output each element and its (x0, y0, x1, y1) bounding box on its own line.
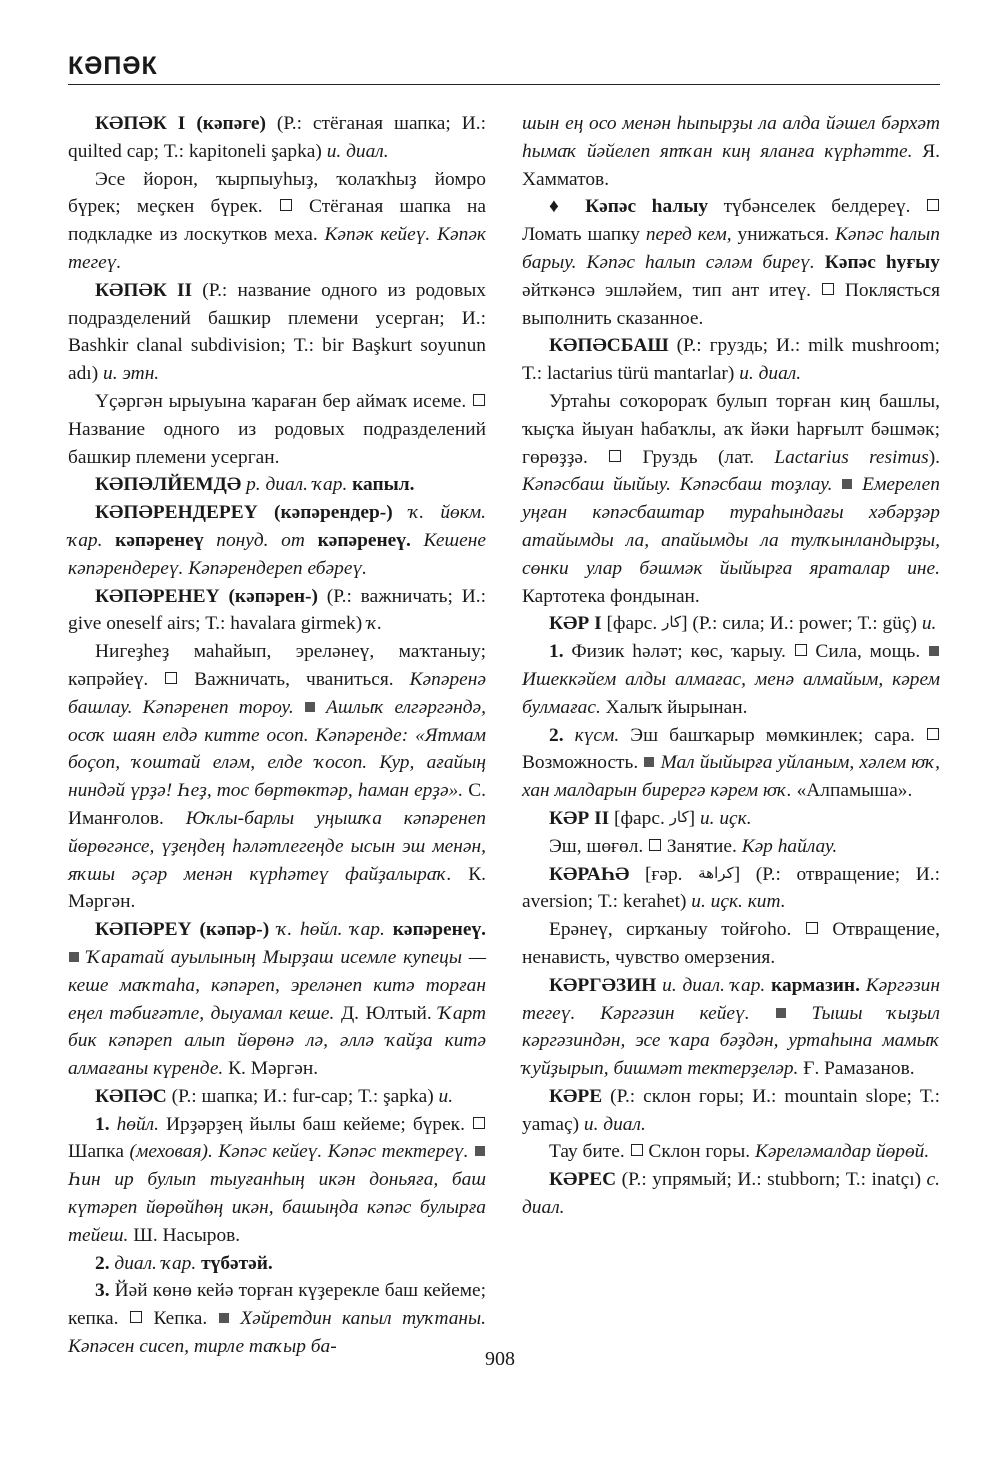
italic-text: и. иҫк. (699, 807, 752, 829)
translation-marker-icon (927, 728, 939, 740)
dictionary-paragraph (68, 1083, 486, 1111)
body-text: Название одного из родовых подразделений башкир племени усерган. (68, 418, 486, 468)
body-text (110, 1114, 117, 1135)
headword: КӘПӘЛЙЕМДӘ (95, 474, 242, 496)
body-text: Важничать, чваниться. (178, 668, 410, 690)
dictionary-paragraph (522, 1166, 940, 1222)
italic-text: Емерелеп уңған кәпәсбаштар тураһындағы хәбәрҙәр атайымды ла, апайымды ла тулҡынландырҙы, сөнки улар бәшмәк йыйырға яраталар ине. (522, 474, 940, 579)
translation-marker-icon (795, 644, 807, 656)
dictionary-paragraph (522, 722, 940, 805)
dictionary-paragraph (522, 388, 940, 610)
dictionary-paragraph (68, 1111, 486, 1250)
body-text (832, 474, 841, 495)
italic-text: Ҡаратай ауылының Мырҙаш исемле купецы — кеше маҡтаһа, кәпәреп, эреләнеп китә торған еңел тәбиғәтле, дыуамал кеше. (68, 946, 486, 1024)
dictionary-paragraph (68, 471, 486, 499)
body-text: «Алпамыша». (791, 780, 913, 802)
body-text: (Р.: склон горы; И.: mountain slope; Т.: yamaç) (522, 1085, 940, 1135)
italic-text: и. диал. (583, 1113, 646, 1135)
body-text: Отвращение, ненависть, чувство омерзения. (522, 919, 940, 968)
arabic-etymon: كار (662, 615, 682, 632)
headword: КӘПӘСБАШ (549, 335, 669, 357)
dictionary-paragraph (68, 110, 486, 166)
italic-text: Хәйретдин капыл туҡтаны. Кәпәсен сисеп, тирле таҡыр ба- (68, 1308, 486, 1358)
body-text: Стёганая шапка на подкладке из лоскутков меха. (68, 196, 487, 246)
body-text: (Р.: стёганая шапка; И.: quilted cap; Т.: kapitoneli şapka) (68, 113, 486, 162)
body-text (305, 530, 318, 551)
body-text: Тау бите. (549, 1141, 630, 1163)
dictionary-paragraph (522, 1138, 940, 1166)
translation-marker-icon (822, 283, 834, 295)
translation-marker-icon (649, 839, 661, 851)
headword: КӘРАҺӘ (549, 863, 630, 885)
italic-text: (меховая). Кәпәс кейеү. Кәпәс тектереү. (129, 1141, 469, 1163)
example-marker-icon (842, 479, 852, 489)
dictionary-paragraph (68, 388, 486, 471)
page-number: 908 (485, 1348, 515, 1370)
italic-text: и. диал. ҡар. (662, 974, 766, 996)
italic-text: и. иҫк. кит. (691, 891, 786, 913)
italic-text: ҡ. йөкм. ҡар. (68, 502, 487, 551)
italic-text: Кәпәс һалып барыу. Кәпәс һалып сәләм биреү. (522, 224, 941, 273)
italic-text: Кәпәренә башлау. Кәпәренеп тороу. (68, 668, 486, 718)
body-text (102, 530, 115, 551)
headword: КӘРЕС (549, 1169, 617, 1191)
body-text: Нигеҙһеҙ маһайып, эреләнеү, маҡтаныу; кәпрәйеү. (68, 641, 486, 690)
translation-marker-icon (280, 199, 292, 211)
dictionary-paragraph (68, 499, 486, 582)
body-text: Д. Юлтый. (334, 1002, 439, 1024)
body-text: К. Мәргән. (68, 863, 486, 913)
dictionary-paragraph (522, 972, 940, 1083)
body-text (468, 1141, 474, 1162)
dictionary-paragraph (522, 610, 940, 638)
translation-marker-icon (130, 1311, 142, 1323)
body-text: унижаться. (731, 224, 836, 246)
italic-text: күсм. (574, 724, 620, 746)
italic-text: и. (921, 613, 937, 635)
body-text: ). (928, 446, 940, 468)
dictionary-paragraph (68, 638, 486, 916)
body-text (230, 1308, 241, 1329)
body-text: (Р.: важничать; И.: give oneself airs; Т.: havalara girmek) (68, 585, 486, 635)
dictionary-paragraph (68, 1250, 486, 1278)
dictionary-paragraph (522, 916, 940, 972)
body-text: Ломать шапку (522, 224, 646, 246)
translation-marker-icon (806, 922, 818, 934)
body-text: Ирҙәрҙең йылы баш кейеме; бүрек. (158, 1113, 472, 1135)
body-text: ♦ (549, 196, 586, 218)
headword: КӘРЕ (549, 1085, 603, 1107)
example-marker-icon (929, 646, 939, 656)
body-text: Шапка (68, 1141, 130, 1163)
body-text: Сила, мощь. (807, 641, 928, 663)
body-text: Йәй көнө кейә торған күҙерекле баш кейеме; кепка. (68, 1280, 486, 1330)
body-text: К. Мәргән. (223, 1058, 319, 1080)
italic-text: перед кем, (645, 224, 732, 246)
dictionary-paragraph (68, 277, 486, 388)
body-text: Груздь (лат. (622, 446, 775, 468)
headword: Кәпәс һалыу (585, 196, 709, 218)
body-text: Ш. Насыров. (128, 1224, 241, 1246)
body-text: Халыҡ йырынан. (600, 696, 748, 718)
translation-marker-icon (165, 672, 177, 684)
example-marker-icon (305, 702, 315, 712)
headword: кәпәренеү. (392, 919, 486, 941)
headword: кәпәренеү (115, 529, 204, 551)
italic-text: Кешене кәпәрендереү. Кәпәрендереп ебәреү. (68, 529, 487, 579)
example-marker-icon (776, 1008, 786, 1018)
body-text (411, 530, 424, 551)
arabic-etymon: كراهة (698, 865, 734, 882)
headword: КӘПӘК I (кәпәге) (95, 113, 266, 134)
italic-text: ҡ. (367, 613, 383, 635)
italic-text: Кәр һайлау. (741, 835, 838, 857)
example-marker-icon (475, 1146, 485, 1156)
dictionary-paragraph (522, 833, 940, 861)
italic-text: шын ең осо менән һыпырҙы ла алда йәшел бәрхәт һымаҡ йәйелеп ятҡан киң яланға күрһәтте. (522, 113, 940, 162)
italic-text: Кәреләмалдар йөрөй. (754, 1141, 930, 1163)
body-text (316, 697, 326, 718)
body-text: әйткәнсә эшләйем, тип ант итеү. (522, 279, 821, 301)
body-text (385, 919, 393, 940)
body-text: С. Иманғолов. (68, 780, 486, 829)
right-column (522, 110, 940, 1222)
italic-text: и. этн. (103, 363, 160, 385)
running-head: КӘПӘК (68, 52, 158, 80)
dictionary-paragraph (522, 861, 940, 917)
body-text: (Р.: название одного из родовых подразделений башкир племени усерган; И.: Bashkir clanal subdivision; Т.: bir Başkurt soyunun adı) (68, 279, 486, 385)
italic-text: Кәргәзин тегеү. Кәргәзин кейеү. (522, 974, 940, 1024)
body-text (853, 474, 862, 495)
italic-text: и. диал. (326, 140, 389, 162)
body-text: Картотека фондынан. (522, 585, 700, 607)
body-text (393, 502, 409, 523)
body-text: Эсе йорон, ҡырпыуһыҙ, ҡолаҡһыҙ йомро бүрек; меҫкен бүрек. (68, 168, 486, 218)
italic-text: Ишеккәйем алды алмағас, менә алмайым, кәрем булмағас. (522, 668, 940, 718)
body-text (269, 919, 277, 940)
body-text: Эш, шөғөл. (549, 835, 649, 857)
dictionary-paragraph (522, 110, 940, 193)
headword: түбәтәй. (201, 1252, 273, 1274)
headword: Кәпәс һуғыу (824, 251, 941, 273)
italic-text: и. диал. (739, 363, 802, 385)
body-text: Ғ. Рамазанов. (798, 1058, 915, 1080)
left-column (68, 110, 486, 1361)
dictionary-paragraph (522, 805, 940, 833)
body-text: Склон горы. (643, 1141, 755, 1163)
italic-text: Тышы ҡыҙыл кәргәзиндән, эсе ҡара бәҙдән, уртаһына мамыҡ ҡуйҙырып, бишмәт тектерҙеләр. (522, 1002, 940, 1080)
body-text (750, 1003, 775, 1024)
italic-text: Кәпәк кейеү. Кәпәк тегеү. (68, 224, 486, 273)
body-text: Ерәнеү, сирҡаныу тойғоһо. (549, 919, 805, 941)
body-text: Я. Хамматов. (522, 140, 940, 190)
body-text: ] (688, 807, 700, 829)
body-text: [ғәр. (629, 863, 699, 885)
body-text: [фарс. (601, 613, 663, 635)
italic-text: Ашлыҡ елгәргәндә, осоҡ шаян елдә китте осоп. Кәпәренде: «Ятмам боҫоп, ҡоштай еләм, елде ҡосоп. Кур, ағайың ниндәй үрҙә! Һеҙ, тос бөртөктәр, һаман ерҙә». (68, 696, 486, 802)
headword: КӘПӘК II (95, 279, 193, 301)
body-text: Кепка. (143, 1308, 218, 1330)
body-text: Поклясться выполнить сказанное. (522, 279, 941, 329)
dictionary-paragraph (68, 583, 486, 639)
body-text: Занятие. (662, 835, 742, 857)
headword: КӘПӘС (95, 1085, 167, 1107)
body-text: Эш башҡарыр мөмкинлек; сара. (619, 724, 926, 746)
body-text (787, 1003, 812, 1024)
headword: кәпәренеү. (317, 529, 411, 551)
example-marker-icon (644, 757, 654, 767)
dictionary-paragraph (68, 916, 486, 1083)
body-text: түбәнселек белдереү. (708, 196, 926, 218)
translation-marker-icon (609, 450, 621, 462)
headword: 3. (95, 1280, 110, 1302)
italic-text: Кәпәсбаш йыйыу. Кәпәсбаш тоҙлау. (522, 474, 833, 496)
translation-marker-icon (473, 394, 485, 406)
body-text (815, 252, 825, 273)
headword: 2. (95, 1252, 110, 1274)
body-text (294, 697, 304, 718)
example-marker-icon (69, 952, 79, 962)
italic-text: ҡ. һөйл. ҡар. (277, 919, 385, 941)
body-text: Үҫәргән ырыуына ҡараған бер аймаҡ исеме. (95, 390, 472, 412)
body-text: (Р.: шапка; И.: fur-cap; Т.: şapka) (166, 1085, 439, 1107)
headword: КӘПӘРЕНДЕРЕҮ (кәпәрендер-) (95, 502, 393, 524)
arabic-etymon: كار (669, 809, 689, 826)
dictionary-paragraph (522, 638, 940, 721)
body-text: Возможность. (522, 752, 644, 774)
body-text: ] (Р.: сила; И.: power; Т.: güç) (681, 613, 922, 635)
italic-text: с. диал. (522, 1169, 940, 1219)
italic-text: Юҡлы-барлы уңышҡа кәпәренеп йөрөгәнсе, үҙеңдең һәләтлегеңде ысын эш менән, яҡшы әҫәр менән күрһәтеү файҙалыраҡ. (68, 807, 486, 885)
body-text: Уртаһы соҡорораҡ булып торған киң башлы, ҡыҫҡа йыуан һабаҡлы, аҡ йәки һарғылт бәшмәк; гөрөҙҙә. (522, 390, 940, 468)
headword: 2. (549, 724, 564, 746)
body-text (80, 947, 87, 968)
dictionary-paragraph (522, 193, 940, 332)
headword: КӘР II (549, 807, 610, 829)
headword: КӘПӘРЕҮ (кәпәр-) (95, 919, 270, 941)
headword: кармазин. (771, 974, 860, 996)
header-rule (68, 84, 940, 85)
dictionary-paragraph (522, 1083, 940, 1139)
example-marker-icon (219, 1313, 229, 1323)
translation-marker-icon (473, 1117, 485, 1129)
body-text (564, 725, 575, 746)
body-text: Физик һәләт; көс, ҡарыу. (563, 641, 794, 663)
italic-text: и. (438, 1085, 454, 1107)
headword: КӘРГӘЗИН (549, 974, 657, 996)
italic-text: Ҡарт бик кәпәреп алып йөрөнә лә, әллә ҡайҙа китә алмағаны күренде. (68, 1002, 486, 1080)
italic-text: һөйл. (116, 1113, 159, 1135)
body-text: (Р.: упрямый; И.: stubborn; Т.: inatçı) (616, 1169, 927, 1191)
headword: 1. (549, 641, 564, 663)
body-text (204, 530, 217, 551)
body-text: [фарс. (609, 807, 670, 829)
italic-text: диал. ҡар. (114, 1252, 197, 1274)
headword: КӘПӘРЕНЕҮ (кәпәрен-) (95, 585, 318, 607)
translation-marker-icon (631, 1144, 643, 1156)
dictionary-paragraph (522, 332, 940, 388)
translation-marker-icon (927, 199, 939, 211)
body-text: ] (Р.: отвращение; И.: aversion; Т.: kerahet) (522, 863, 940, 913)
italic-text: Lactarius resimus (774, 446, 929, 468)
headword: КӘР I (549, 613, 602, 635)
headword: капыл. (352, 474, 415, 496)
italic-text: р. диал. ҡар. (246, 474, 348, 496)
dictionary-paragraph (68, 166, 486, 277)
headword: 1. (95, 1113, 110, 1135)
italic-text: Мал йыйырға уйланым, хәлем юҡ, хан малдарын бирергә кәрем юҡ. (522, 752, 940, 802)
body-text: (Р.: груздь; И.: milk mushroom; Т.: lactarius türü mantarlar) (522, 335, 940, 385)
italic-text: понуд. от (216, 529, 305, 551)
italic-text: Һин ир булып тыуғанһың икән доньяға, баш күтәреп йөрөйһөң икән, башыңда кәпәс булырға тейеш. (68, 1169, 486, 1246)
